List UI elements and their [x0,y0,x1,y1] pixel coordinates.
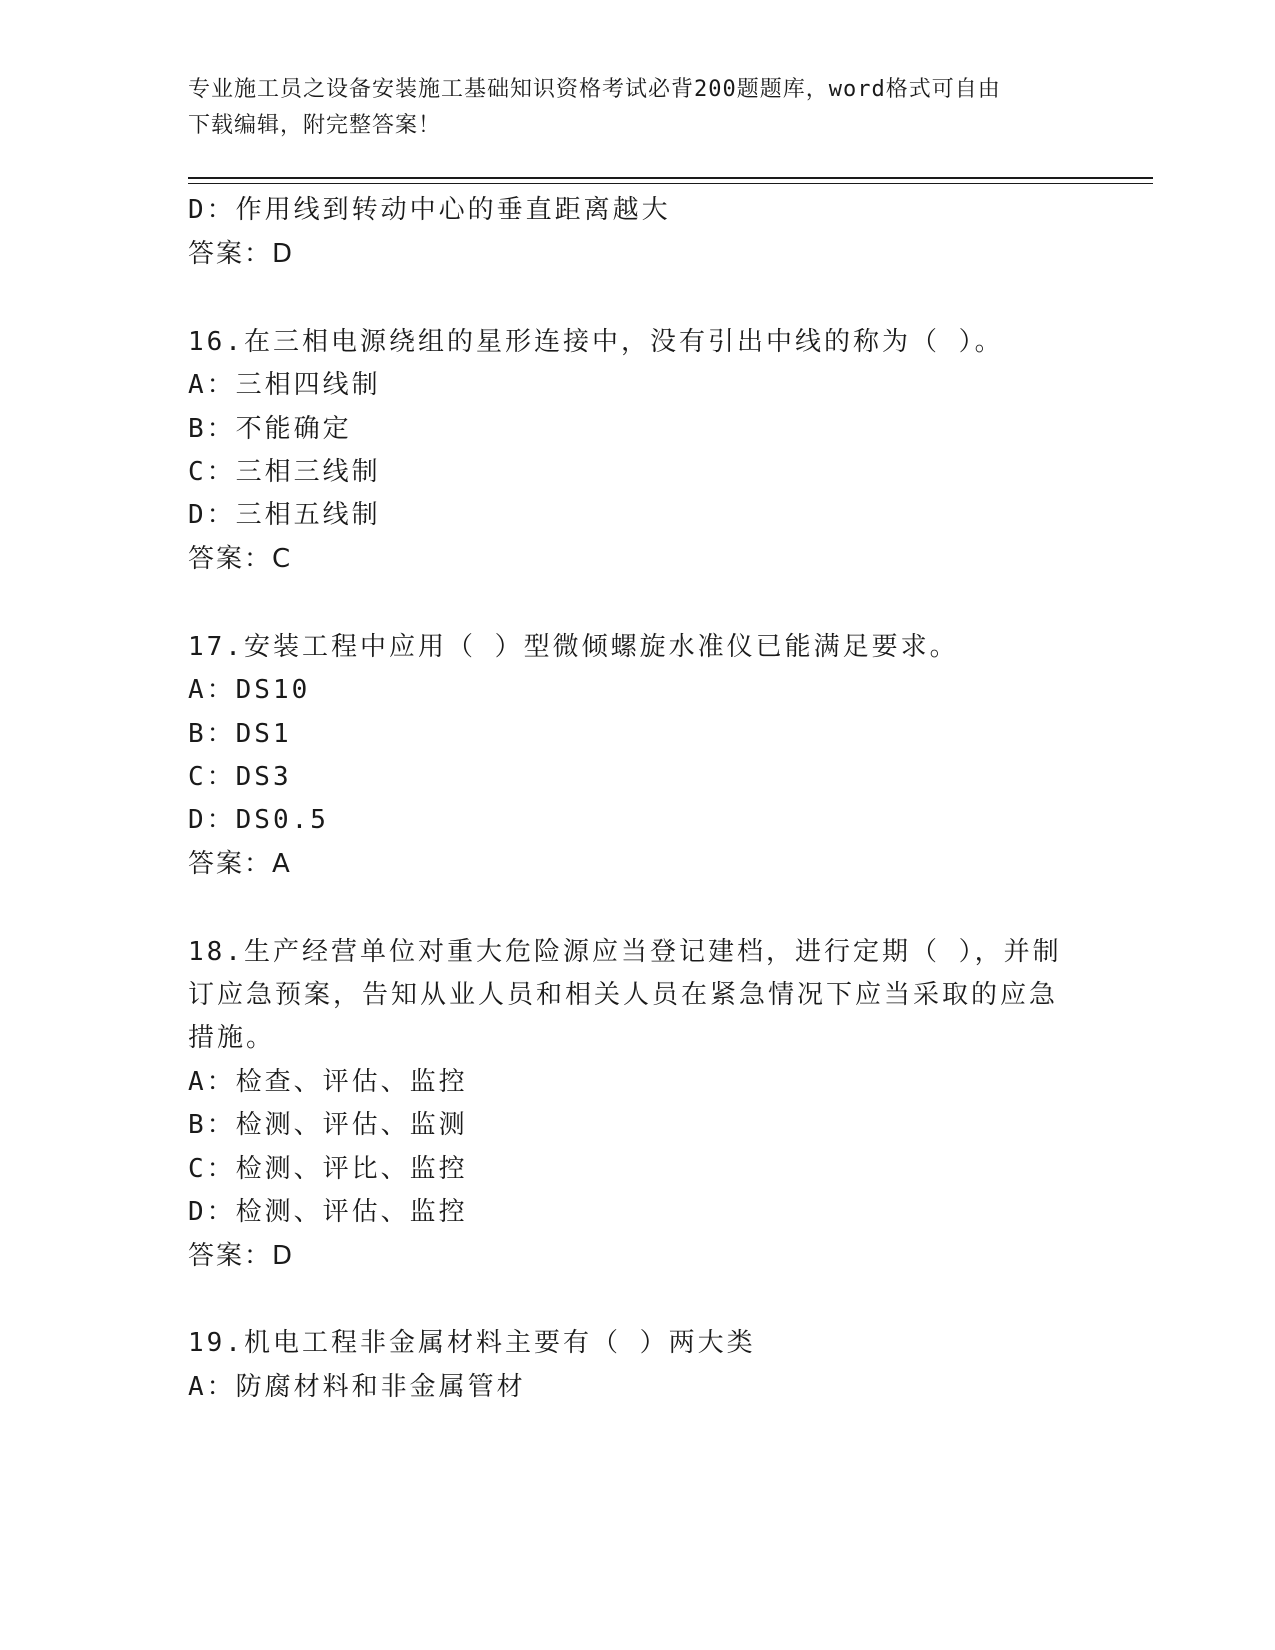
q16-option-c: C：三相三线制 [188,457,381,487]
q16-option-b: B：不能确定 [188,414,352,444]
q18-option-a: A：检查、评估、监控 [188,1067,468,1097]
q18-stem-line-2: 订应急预案，告知从业人员和相关人员在紧急情况下应当采取的应急 [188,980,1059,1010]
q17-stem: 17.安装工程中应用（ ）型微倾螺旋水准仪已能满足要求。 [188,632,959,662]
q18-option-d: D：检测、评估、监控 [188,1197,468,1227]
q16-option-a: A：三相四线制 [188,370,381,400]
q19-stem: 19.机电工程非金属材料主要有（ ）两大类 [188,1328,756,1358]
header-line-1: 专业施工员之设备安装施工基础知识资格考试必背200题题库，word格式可自由 [188,77,1001,102]
q18-answer: 答案：D [188,1241,295,1271]
q17-option-d: D：DS0.5 [188,805,329,835]
document-header [188,72,1068,144]
q19-option-a: A：防腐材料和非金属管材 [188,1372,526,1402]
q17-answer: 答案：A [188,849,292,879]
q18-stem-line-1: 18.生产经营单位对重大危险源应当登记建档，进行定期（ ），并制 [188,937,1062,967]
q16-answer: 答案：C [188,544,293,574]
prev-answer: 答案：D [188,239,295,269]
q18-option-c: C：检测、评比、监控 [188,1154,468,1184]
header-divider-thick [188,177,1153,179]
q17-option-b: B：DS1 [188,719,292,749]
header-line-2: 下载编辑，附完整答案！ [188,113,442,138]
q18-option-b: B：检测、评估、监测 [188,1110,468,1140]
q16-stem: 16.在三相电源绕组的星形连接中，没有引出中线的称为（ ）。 [188,327,1004,357]
q17-option-a: A：DS10 [188,675,311,705]
q17-option-c: C：DS3 [188,762,292,792]
prev-option-d: D：作用线到转动中心的垂直距离越大 [188,195,671,225]
q18-stem-line-3: 措施。 [188,1023,276,1053]
header-divider-thin [188,183,1153,184]
q16-option-d: D：三相五线制 [188,500,381,530]
